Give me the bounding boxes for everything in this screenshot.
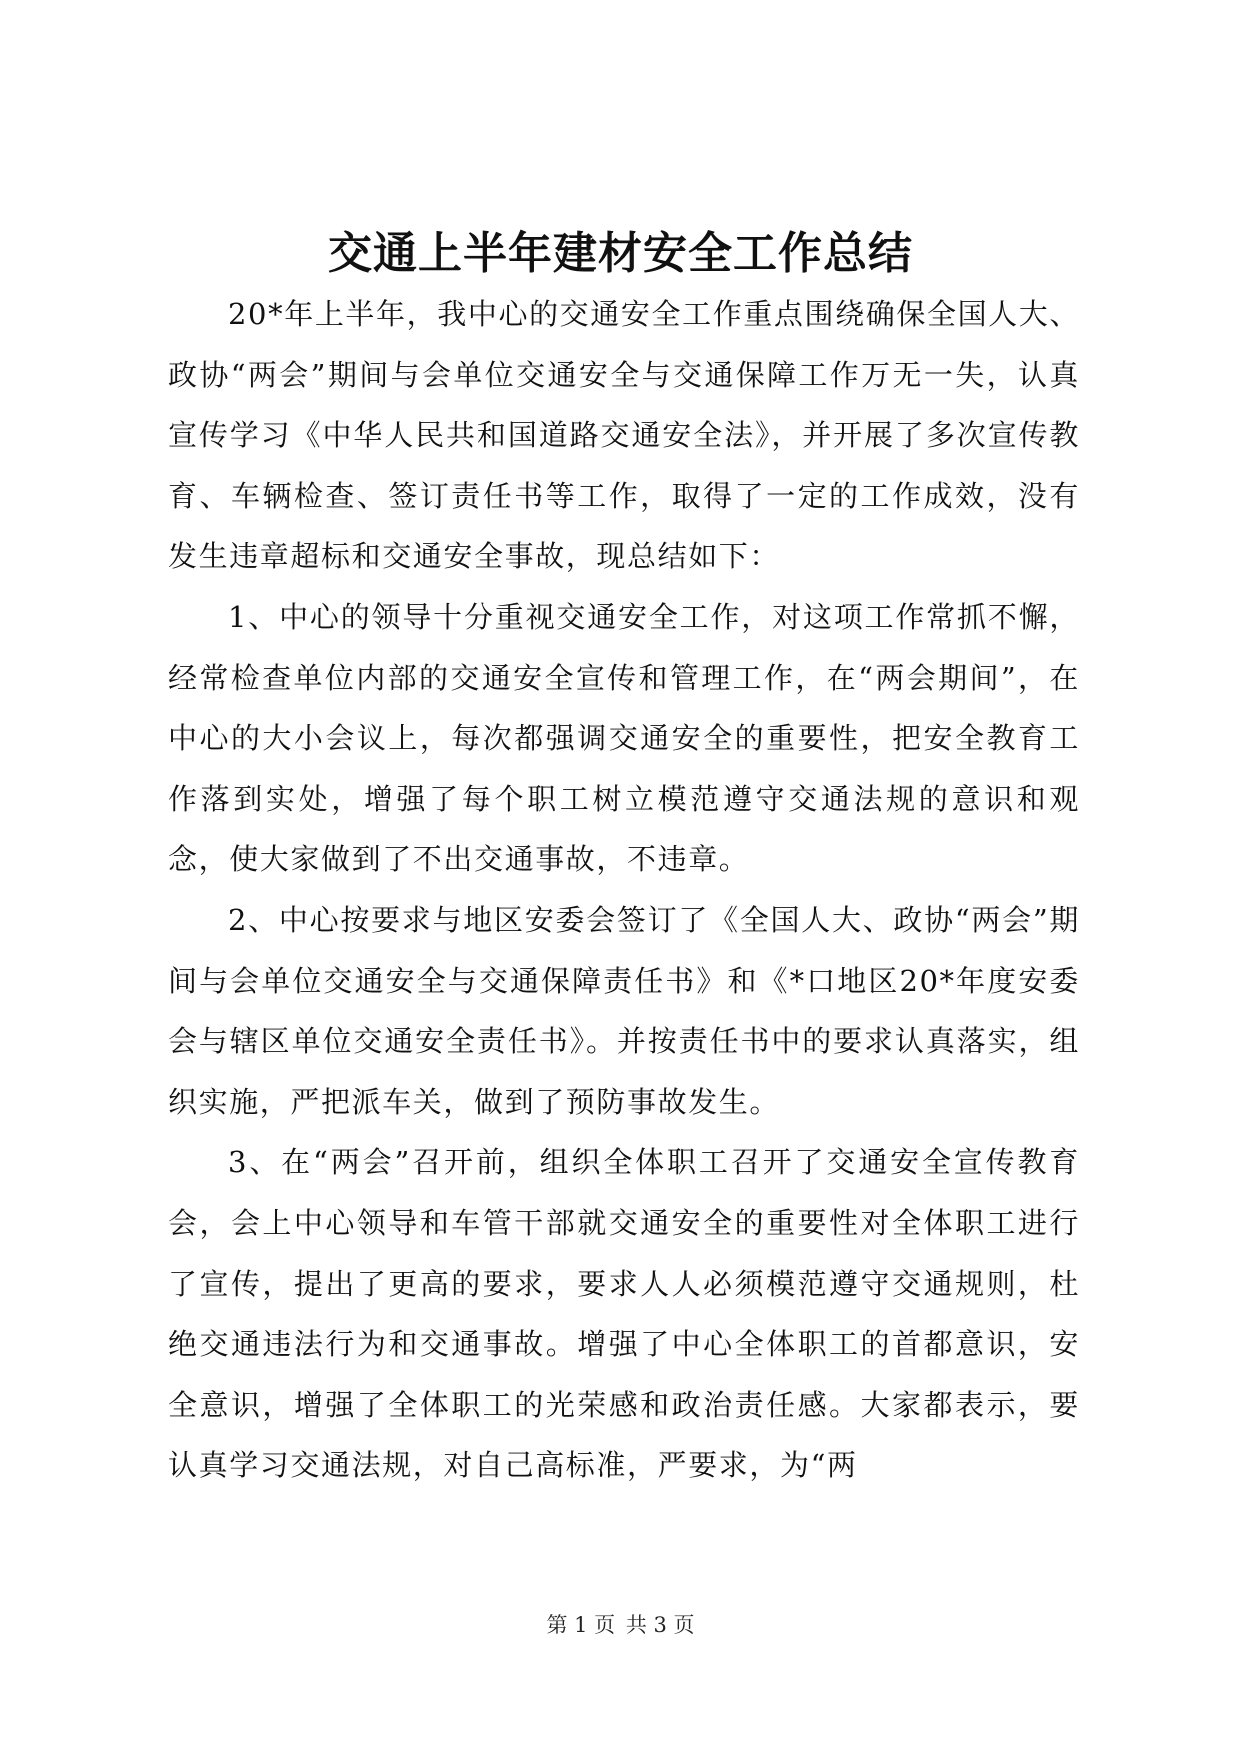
page-total: 共 3 页: [625, 1613, 695, 1637]
paragraph-item-2: 2、中心按要求与地区安委会签订了《全国人大、政协“两会”期间与会单位交通安全与交通保障责任书》和《*口地区20*年度安委会与辖区单位交通安全责任书》。并按责任书中的要求认真落实，组织实施，严把派车关，做到了预防事故发生。: [168, 902, 1080, 1119]
paragraph-item-1: 1、中心的领导十分重视交通安全工作，对这项工作常抓不懈，经常检查单位内部的交通安全宣传和管理工作，在“两会期间”，在中心的大小会议上，每次都强调交通安全的重要性，把安全教育工作落到实处，增强了每个职工树立模范遵守交通法规的意识和观念，使大家做到了不出交通事故，不违章。: [168, 599, 1080, 877]
paragraph-item-3: 3、在“两会”召开前，组织全体职工召开了交通安全宣传教育会，会上中心领导和车管干部就交通安全的重要性对全体职工进行了宣传，提出了更高的要求，要求人人必须模范遵守交通规则，杜绝交通违法行为和交通事故。增强了中心全体职工的首都意识，安全意识，增强了全体职工的光荣感和政治责任感。大家都表示，要认真学习交通法规，对自己高标准，严要求，为“两: [168, 1145, 1080, 1483]
page-number: 第 1 页: [546, 1613, 616, 1637]
paragraph-intro: 20*年上半年，我中心的交通安全工作重点围绕确保全国人大、政协“两会”期间与会单位交通安全与交通保障工作万无一失，认真宣传学习《中华人民共和国道路交通安全法》，并开展了多次宣传教育、车辆检查、签订责任书等工作，取得了一定的工作成效，没有发生违章超标和交通安全事故，现总结如下：: [168, 297, 1080, 574]
document-body: [168, 284, 1080, 1496]
page-footer: [0, 1610, 1241, 1640]
document-title: 交通上半年建材安全工作总结: [328, 228, 913, 279]
